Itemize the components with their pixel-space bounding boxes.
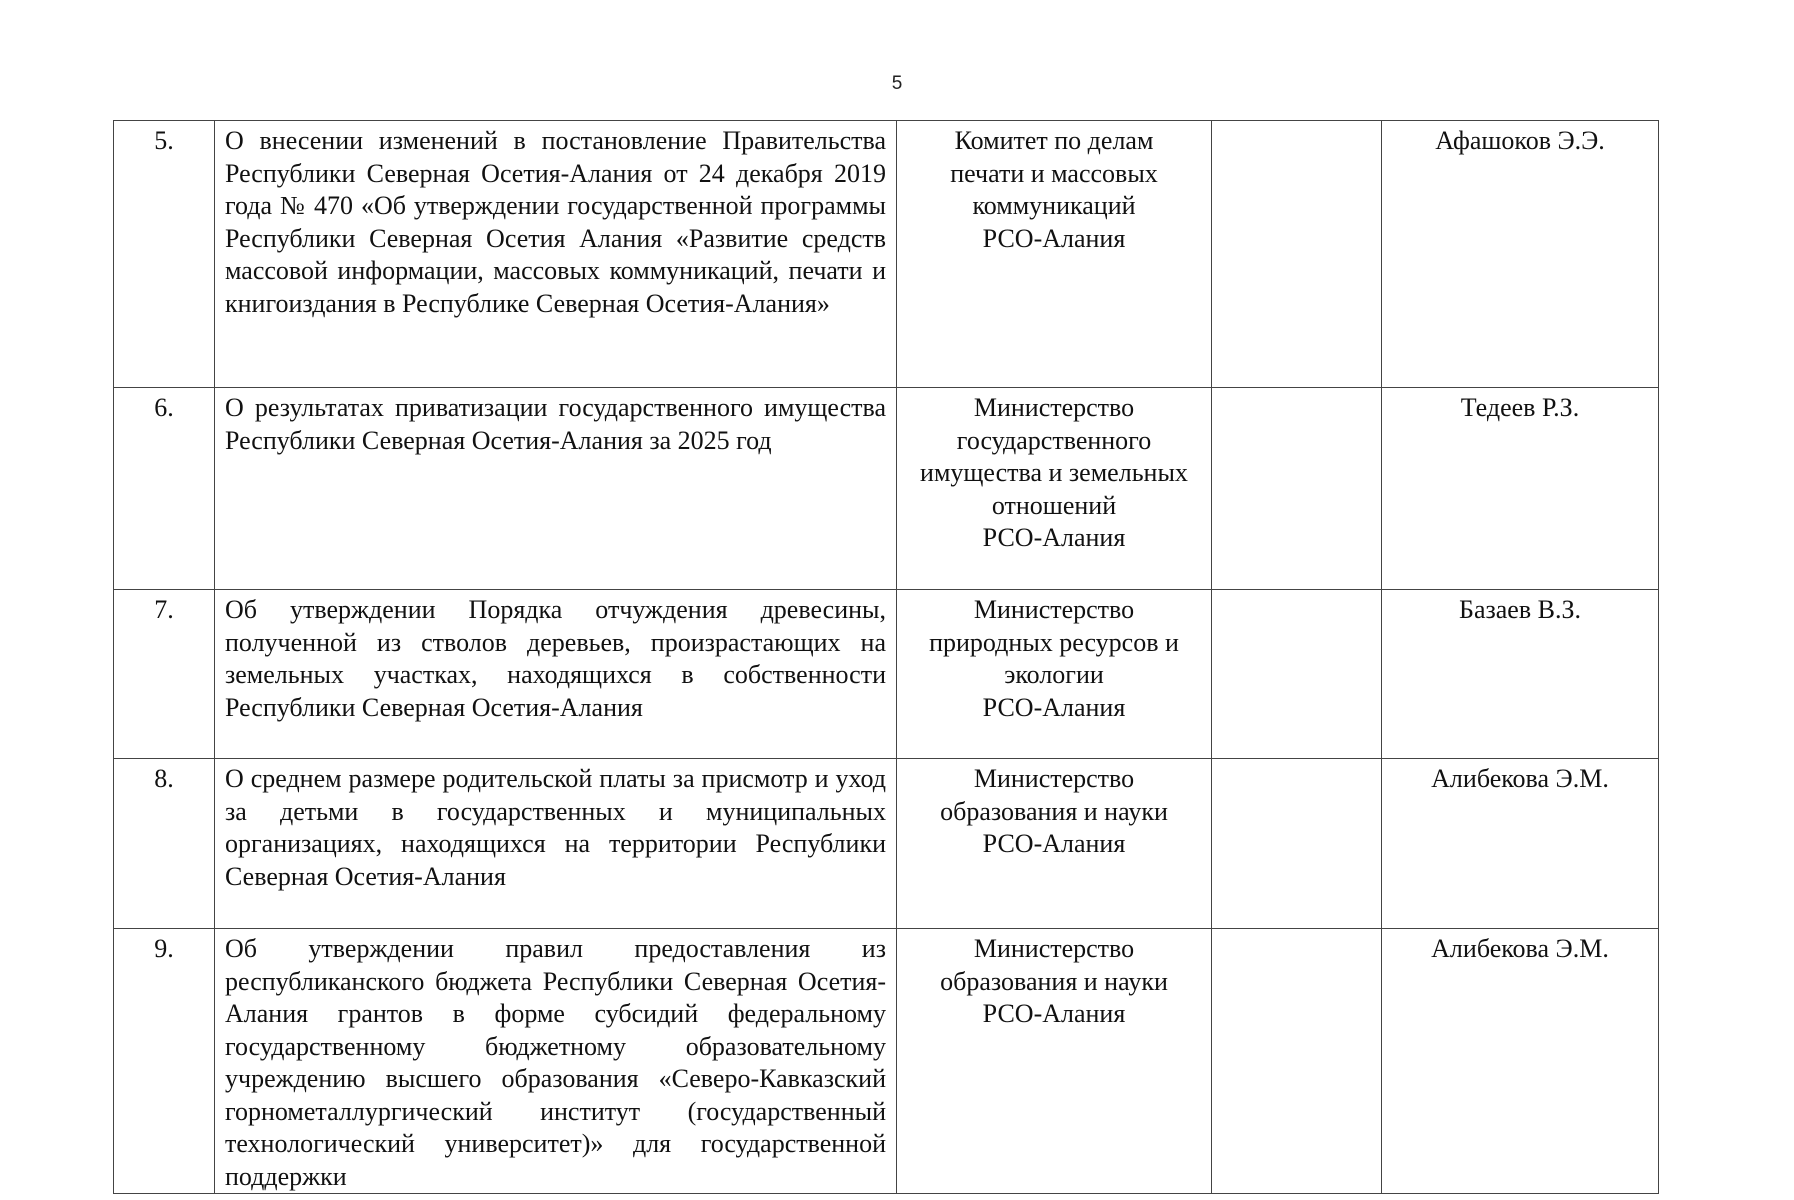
org-line: отношений (991, 490, 1117, 520)
org-line: имущества и земельных (920, 458, 1188, 487)
agenda-table-container (113, 120, 1658, 1191)
table-row (114, 590, 1659, 759)
table-row (114, 121, 1659, 388)
table-row (114, 929, 1659, 1194)
org-line: печати и массовых (950, 158, 1158, 188)
org-line: Комитет по делам (954, 126, 1154, 155)
org-line: РСО-Алания (982, 999, 1126, 1028)
row-responsible: Базаев В.З. (1382, 590, 1659, 759)
org-line: Министерство (973, 393, 1135, 422)
page-number: 5 (891, 73, 903, 94)
row-number: 5. (114, 121, 215, 388)
row-title: Об утверждении правил предоставления из республиканского бюджета Республики Северная Осетия-Алания грантов в форме субсидий федеральному государственному бюджетному образовательному учреждению высшего образования «Северо-Кавказский горнометаллургический институт (государственный технологический университет)» для государственной поддержки (215, 929, 897, 1194)
row-responsible: Алибекова Э.М. (1382, 929, 1659, 1194)
org-line: РСО-Алания (982, 829, 1126, 858)
org-line: образования и науки (940, 796, 1168, 826)
row-organization (897, 929, 1212, 1194)
row-number: 6. (114, 388, 215, 590)
row-responsible: Алибекова Э.М. (1382, 759, 1659, 929)
row-organization (897, 590, 1212, 759)
agenda-table (113, 120, 1659, 1194)
row-empty-cell (1212, 590, 1382, 759)
org-line: РСО-Алания (982, 523, 1126, 552)
row-organization (897, 388, 1212, 590)
row-title: О внесении изменений в постановление Правительства Республики Северная Осетия-Алания от 24 декабря 2019 года № 470 «Об утверждении государственной программы Республики Северная Осетия Алания «Развитие средств массовой информации, массовых коммуникаций, печати и книгоиздания в Республике Северная Осетия-Алания» (215, 121, 897, 388)
row-organization (897, 121, 1212, 388)
row-title: О среднем размере родительской платы за присмотр и уход за детьми в государственных и муниципальных организациях, находящихся на территории Республики Северная Осетия-Алания (215, 759, 897, 929)
row-empty-cell (1212, 759, 1382, 929)
row-responsible: Афашоков Э.Э. (1382, 121, 1659, 388)
org-line: РСО-Алания (982, 223, 1126, 253)
row-number: 8. (114, 759, 215, 929)
org-line: Министерство (973, 934, 1135, 963)
org-line: государственного (956, 425, 1152, 455)
org-line: коммуникаций (972, 191, 1136, 220)
org-line: экологии (1004, 660, 1104, 689)
table-row (114, 759, 1659, 929)
org-line: РСО-Алания (982, 692, 1126, 722)
row-title: Об утверждении Порядка отчуждения древесины, полученной из стволов деревьев, произрастающих на земельных участках, находящихся в собственности Республики Северная Осетия-Алания (215, 590, 897, 759)
org-line: образования и науки (940, 966, 1168, 996)
row-empty-cell (1212, 929, 1382, 1194)
org-line: Министерство (973, 764, 1135, 793)
row-responsible: Тедеев Р.З. (1382, 388, 1659, 590)
row-empty-cell (1212, 388, 1382, 590)
row-number: 7. (114, 590, 215, 759)
row-title: О результатах приватизации государственного имущества Республики Северная Осетия-Алания за 2025 год (215, 388, 897, 590)
org-line: Министерство (973, 595, 1135, 624)
row-number: 9. (114, 929, 215, 1194)
row-organization (897, 759, 1212, 929)
table-row (114, 388, 1659, 590)
row-empty-cell (1212, 121, 1382, 388)
org-line: природных ресурсов и (929, 627, 1179, 657)
